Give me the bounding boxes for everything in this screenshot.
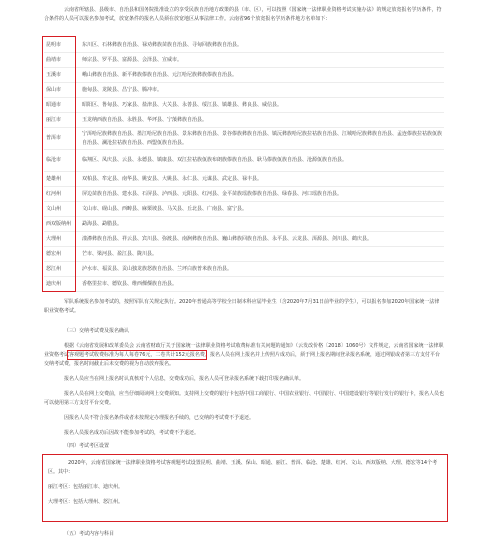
table-row [44,172,444,187]
counties-cell: 宁洱哈尼族彝族自治县、墨江哈尼族自治县、景东彝族自治县、景谷傣族彝族自治县、镇沅彝族哈尼族拉祜族自治县、江城哈尼族彝族自治县、孟连傣族拉祜族佤族自治县、澜沧拉祜族自治县、西盟佤族自治县。 [82,130,443,146]
lijiang-exam-area: 丽江考区：包括丽江市、迪庆州。 [48,484,124,490]
counties-cell: 玉龙纳西族自治县、永胜县、华坪县、宁蒗彝族自治县。 [82,116,208,123]
county-table [44,38,444,292]
city-cell: 临沧市 [46,157,62,163]
city-column-highlight-box [42,36,76,292]
counties-cell: 双柏县、牟定县、南华县、姚安县、大姚县、永仁县、元谋县、武定县、禄丰县。 [82,175,263,182]
section-3-heading: （三）交纳考试费及报名确认 [64,328,130,334]
after-table-paragraph [44,298,444,316]
counties-cell: 文山市、砚山县、西畴县、麻栗坡县、马关县、丘北县、广南县、富宁县。 [82,205,248,212]
counties-cell: 芒市、梁河县、盈江县、陇川县。 [82,250,158,257]
counties-cell: 泸水市、福贡县、贡山独龙族怒族自治县、兰坪白族普米族自治县。 [82,265,233,272]
fee-text-after: 。报名人员在网上报名并上传照片成功后，须于网上报名期间登录报名系统，通过网银或者第三方支付平台交纳考试费，报名时间截止后未交费的视为自动放弃报名。 [44,352,440,367]
exam-area-text: 2020年，云南省国家统一法律职业资格考试客观题考试设置昆明、曲靖、玉溪、保山、昭通、丽江、普洱、临沧、楚雄、红河、文山、西双版纳、大理、德宏等14个考区。其中： [48,460,438,475]
table-row [44,247,444,262]
intro-paragraph [44,6,444,24]
counties-cell: 香格里拉市、德钦县、维西傈僳族自治县。 [82,280,178,287]
section-3-paragraph-5: 报名人员报名成功后因故不能参加考试的，考试费不予退还。 [64,430,200,436]
section-5-heading: （五）考试内容与科目 [64,531,115,537]
table-row [44,128,444,150]
city-cell: 保山市 [46,86,62,93]
city-cell: 玉溪市 [46,71,62,78]
section-3-paragraph-1 [44,342,444,369]
intro-text: 云南省所辖县、县级市、自治县和国务院批准设立的享受民族自治地方政策的县（市、区），可以按照《国家统一法律职业资格考试实施办法》的规定放宽报名学历条件，符合条件的人员可以报名参加考试，放宽条件的报名人员须在放宽地区从事法律工作。云南省96个放宽报名学历条件地方名单如下： [44,7,442,22]
section-4-heading: （四）考试考区设置 [64,443,110,449]
city-cell: 楚雄州 [46,175,62,182]
section-3-paragraph-4: 因报名人员不符合报名条件或者未按规定办理报名手续的，已交纳的考试费不予退还。 [64,415,255,421]
city-cell: 大理州 [46,235,62,242]
table-row [44,83,444,98]
table-row [44,53,444,68]
section-3-paragraph-2: 报名人员应当在网上报名时认真核对个人信息，交费成功后，报名人员可登录报名系统下载打印报名确认单。 [64,376,305,382]
after-table-text: 军队系统报名参加考试的，按照军队有关规定执行。2020年普通高等学校全日制本科应届毕业生（含2020年7月31日前毕业的学生），可以报名参加2020年国家统一法律职业资格考试。 [44,299,440,314]
counties-cell: 昭阳区、鲁甸县、巧家县、盐津县、大关县、永善县、绥江县、镇雄县、彝良县、威信县。 [82,101,283,108]
table-row [44,150,444,172]
table-row [44,187,444,202]
counties-cell: 峨山彝族自治县、新平彝族傣族自治县、元江哈尼族彝族傣族自治县。 [82,71,238,78]
counties-cell: 勐海县、勐腊县。 [82,220,123,227]
section-3 [44,327,444,438]
city-cell: 文山州 [46,205,62,212]
fee-text-before: 根据《云南省发展和改革委员会 云南省财政厅关于国家统一法律职业资格考试收费标准有关问题的通知》（云发改价格〔2018〕1060号）文件规定，云南省国家统一法律职业资格考试 [44,343,444,358]
city-cell: 西双版纳州 [46,220,72,227]
counties-cell: 临翔区、凤庆县、云县、永德县、镇康县、双江拉祜族佤族布朗族傣族自治县、耿马傣族佤族自治县、沧源佤族自治县。 [82,157,348,163]
city-cell: 丽江市 [46,116,62,123]
section-4-heading-block [44,442,444,451]
section-5-heading-block [44,530,444,539]
table-row [44,262,444,277]
city-cell: 怒江州 [46,265,62,272]
dali-exam-area: 大理考区：包括大理州、怒江州。 [48,499,124,505]
table-row [44,232,444,247]
table-row [44,68,444,83]
table-row [44,202,444,217]
table-row [44,277,444,292]
city-cell: 红河州 [46,190,62,197]
counties-cell: 施甸县、龙陵县、昌宁县、腾冲市。 [82,86,163,93]
table-row [44,113,444,128]
city-cell: 昆明市 [46,41,62,48]
exam-area-highlight-box [42,454,448,522]
section-3-paragraph-3: 报名人员在网上交费前，应当仔细阅读网上交费须知。支持网上交费的银行卡包括中国工商银行、中国农业银行、中国银行、中国建设银行等银行发行的银行卡，报名人员也可以使用第三方支付平台交费。 [44,391,445,406]
city-cell: 德宏州 [46,250,62,257]
counties-cell: 师宗县、罗平县、富源县、会泽县、宣威市。 [82,56,183,63]
city-cell: 昭通市 [46,101,62,108]
counties-cell: 屏边苗族自治县、建水县、石屏县、泸西县、元阳县、红河县、金平苗族瑶族傣族自治县、绿春县、河口瑶族自治县。 [82,190,343,197]
counties-cell: 漾濞彝族自治县、祥云县、宾川县、弥渡县、南涧彝族自治县、巍山彝族回族自治县、永平县、云龙县、洱源县、剑川县、鹤庆县。 [82,235,373,242]
fee-highlight: 客观题考试收费标准为每人每卷76元，二卷共计152元报名费 [69,352,205,358]
city-cell: 迪庆州 [46,280,62,287]
counties-cell: 东川区、石林彝族自治县、禄劝彝族苗族自治县、寻甸回族彝族自治县。 [82,41,243,48]
city-cell: 曲靖市 [46,56,62,63]
table-row [44,217,444,232]
table-row [44,38,444,53]
city-cell: 普洱市 [46,135,62,141]
table-row [44,98,444,113]
